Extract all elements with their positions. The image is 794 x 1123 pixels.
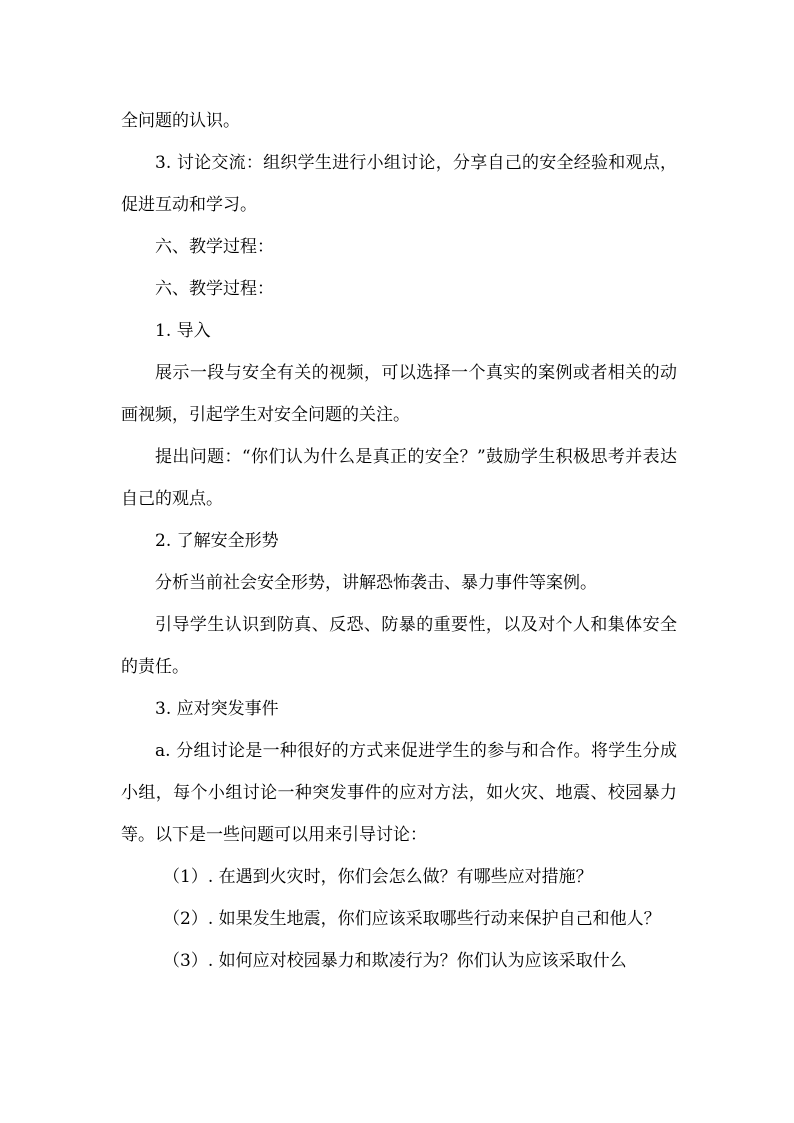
paragraph-analyze-situation: 分析当前社会安全形势，讲解恐怖袭击、暴力事件等案例。 bbox=[155, 573, 597, 593]
paragraph-discussion: 3. 讨论交流：组织学生进行小组讨论，分享自己的安全经验和观点，促进互动和学习。 bbox=[121, 153, 677, 215]
subheading-safety-situation: 2. 了解安全形势 bbox=[155, 531, 279, 551]
question-fire: （1）. 在遇到火灾时，你们会怎么做？有哪些应对措施？ bbox=[163, 867, 593, 887]
subheading-emergencies: 3. 应对突发事件 bbox=[155, 699, 279, 719]
paragraph-continuation: 全问题的认识。 bbox=[121, 111, 240, 131]
section-heading-teaching-process: 六、教学过程： bbox=[155, 237, 274, 257]
document-body bbox=[121, 100, 677, 982]
question-earthquake: （2）. 如果发生地震，你们应该采取哪些行动来保护自己和他人？ bbox=[163, 909, 661, 929]
section-heading-teaching-process-repeat: 六、教学过程： bbox=[155, 279, 274, 299]
paragraph-show-video: 展示一段与安全有关的视频，可以选择一个真实的案例或者相关的动画视频，引起学生对安全问题的关注。 bbox=[121, 363, 677, 425]
paragraph-group-discussion: a. 分组讨论是一种很好的方式来促进学生的参与和合作。将学生分成小组，每个小组讨论一种突发事件的应对方法，如火灾、地震、校园暴力等。以下是一些问题可以用来引导讨论： bbox=[121, 741, 677, 845]
question-school-violence: （3）. 如何应对校园暴力和欺凌行为？你们认为应该采取什么 bbox=[163, 951, 627, 971]
paragraph-guide-students: 引导学生认识到防真、反恐、防暴的重要性，以及对个人和集体安全的责任。 bbox=[121, 615, 677, 677]
paragraph-ask-question: 提出问题：“你们认为什么是真正的安全？”鼓励学生积极思考并表达自己的观点。 bbox=[121, 447, 677, 509]
subheading-introduction: 1. 导入 bbox=[155, 321, 211, 341]
